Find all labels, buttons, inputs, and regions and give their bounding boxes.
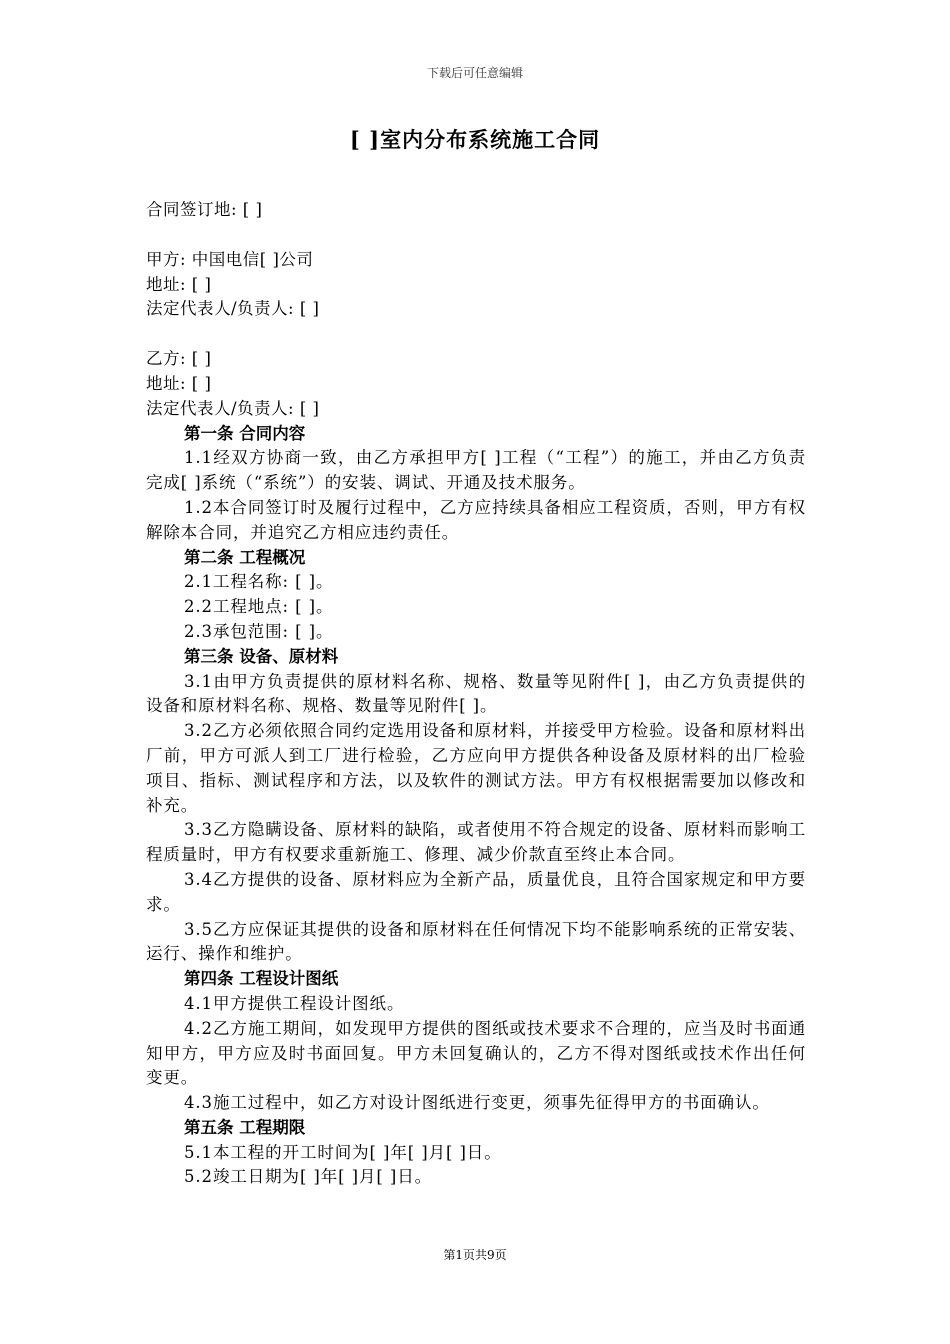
contract-body [146,198,806,1190]
clause-1-1: 1.1经双方协商一致，由乙方承担甲方[ ]工程（“工程”）的施工，并由乙方负责完成[ ]系统（“系统”）的安装、调试、开通及技术服务。 [146,448,806,493]
clause-4-1: 4.1甲方提供工程设计图纸。 [184,993,405,1013]
party-b-representative: 法定代表人/负责人: [ ] [146,398,320,418]
clause-5-1: 5.1本工程的开工时间为[ ]年[ ]月[ ]日。 [184,1142,502,1162]
page-header: 下载后可任意编辑 [426,66,523,80]
clause-3-2: 3.2乙方必须依照合同约定选用设备和原材料，并接受甲方检验。设备和原材料出厂前，甲方可派人到工厂进行检验，乙方应向甲方提供各种设备及原材料的出厂检验项目、指标、测试程序和方法，以及软件的测试方法。甲方有权根据需要加以修改和补充。 [146,721,806,815]
party-a-name: 甲方: 中国电信[ ]公司 [146,249,314,269]
article-3-heading: 第三条 设备、原材料 [184,646,339,666]
signing-place: 合同签订地: [ ] [146,200,263,219]
clause-3-3: 3.3乙方隐瞒设备、原材料的缺陷，或者使用不符合规定的设备、原材料而影响工程质量时，甲方有权要求重新施工、修理、减少价款直至终止本合同。 [146,820,806,865]
spacer [146,223,806,248]
party-a-representative: 法定代表人/负责人: [ ] [146,299,320,319]
clause-4-3: 4.3施工过程中，如乙方对设计图纸进行变更，须事先征得甲方的书面确认。 [184,1093,770,1113]
contract-title: [ ]室内分布系统施工合同 [349,127,601,152]
party-b-address: 地址: [ ] [146,373,212,393]
clause-3-1: 3.1由甲方负责提供的原材料名称、规格、数量等见附件[ ]，由乙方负责提供的设备和原材料名称、规格、数量等见附件[ ]。 [146,671,806,716]
party-a-address: 地址: [ ] [146,274,212,294]
article-2-heading: 第二条 工程概况 [184,547,306,567]
clause-2-1: 2.1工程名称: [ ]。 [184,572,334,592]
clause-4-2: 4.2乙方施工期间，如发现甲方提供的图纸或技术要求不合理的，应当及时书面通知甲方，甲方应及时书面回复。甲方未回复确认的，乙方不得对图纸或技术作出任何变更。 [146,1018,806,1088]
clause-1-2: 1.2本合同签订时及履行过程中，乙方应持续具备相应工程资质，否则，甲方有权解除本合同，并追究乙方相应违约责任。 [146,497,806,542]
party-b-name: 乙方: [ ] [146,349,212,369]
clause-2-2: 2.2工程地点: [ ]。 [184,597,334,617]
clause-3-5: 3.5乙方应保证其提供的设备和原材料在任何情况下均不能影响系统的正常安装、运行、操作和维护。 [146,919,806,964]
clause-5-2: 5.2竣工日期为[ ]年[ ]月[ ]日。 [184,1167,432,1187]
clause-2-3: 2.3承包范围: [ ]。 [184,621,334,641]
spacer [146,322,806,347]
article-4-heading: 第四条 工程设计图纸 [184,969,339,989]
clause-3-4: 3.4乙方提供的设备、原材料应为全新产品，质量优良，且符合国家规定和甲方要求。 [146,869,806,914]
page-number: 第1页共9页 [443,1248,507,1262]
article-5-heading: 第五条 工程期限 [184,1117,306,1137]
article-1-heading: 第一条 合同内容 [184,423,306,443]
